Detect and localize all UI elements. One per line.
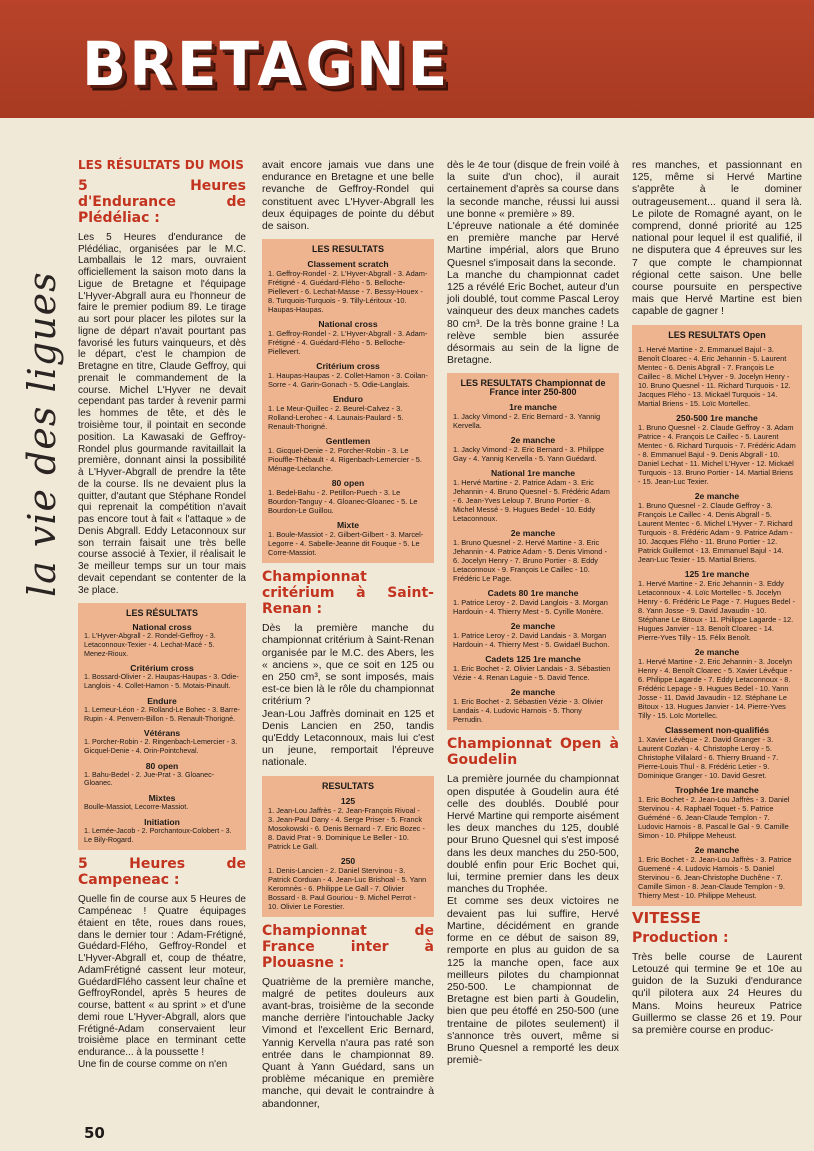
results-text: 1. Hervé Martine - 2. Emmanuel Bajul - 3. Benoît Cloarec - 4. Eric Jehannin - 5. Laurent Mentec - 6. Denis Abgrall - 7. François Le Caillec - 8. Michel L'Hyver - 9. Jocelyn Henry - 10. Bruno Quesnel - 11. Richard Turquois - 12. Jacques Flého - 13. Mickaël Turquois - 14. Martial Briens - 15. Loïc Mortellec. [638,344,791,408]
page-header [0,0,814,118]
results-subtitle: Classement scratch [307,259,389,270]
results-subtitle: 80 open [145,760,179,771]
article-heading: Production : [632,929,729,946]
results-text: 1. L'Hyver-Abgrall - 2. Rondel-Geffroy - 3. Letaconnoux-Texier - 4. Lechat-Macé - 5. Menez-Rioux. [84,632,216,658]
article-paragraph: Les 5 Heures d'endurance de Plédéliac, organisées par le M.C. Lamballais le 12 mars, ouvraient officiellement la saison moto dans la Ligue de Bretagne et l'équipage L'Hyver-Abgrall aura eu l'honneur de faire le premier podium 89. Le tirage au sort pour placer les pilotes sur la ligne de départ n'avait pourtant pas favorisé les futurs vainqueurs, et dès le départ, c'est le champion de Bretagne en titre, Claude Geffroy, qui prenait le commandement de la course. Michel L'Hyver ne devait cependant pas tarder à revenir parmi les hommes de tête, et dès le troisième tour, il pointait en seconde position. La Kawasaki de Geffroy-Rondel plus gourmande ravitaillait la première, donnant ainsi la possibilité à L'Hyver-Abgrall de prendre la tête de la course. Ils ne devaient plus la quitter, d'autant que Stéphane Rondel qui reprenait la compétition n'avait pas encore tout à fait « l'attaque » de Denis Abgrall. Eddy Letaconnoux sur son terrain faisait une très belle course associé à Texier, il réalisait le 3e meilleur temps sur un tour mais devait cependant se contenter de la 3e place. [78,231,246,596]
results-subtitle: National cross [318,319,378,330]
results-text: 1. Bruno Quesnel - 2. Claude Geffroy - 3. Adam Patrice - 4. François Le Caillec - 5. Laurent Mentec - 6. Richard Turquois - 7. Frédéric Adam - 8. Emmanuel Bajul - 9. Denis Abgrall - 10. Daniel Lechat - 11. Michel L'Hyver - 12. Mickaël Turquois - 13. Bruno Portier - 14. Martial Briens - 15. Jean-Luc Texier. [638,422,796,486]
results-subtitle: Mixte [337,520,359,531]
results-box [262,239,434,563]
article-paragraph: Jean-Lou Jaffrès dominait en 125 et Denis Lancien en 250, tandis qu'Eddy Letaconnoux, mais lui c'est un jeune, remportait l'épreuve nationale. [262,708,434,769]
article-paragraph: L'épreuve nationale a été dominée en première manche par Hervé Martine impérial, alors que Bruno Quesnel s'imposait dans la seconde. [447,221,619,269]
results-text: 1. Le Meur-Quillec - 2. Beurel-Calvez - 3. Rolland-Lerohec - 4. Launais-Paulard - 5. Renault-Thorigné. [268,404,404,432]
results-subtitle: 2e manche [694,844,740,855]
article-heading: 5 Heures d'Endurance de Plédéliac : [78,177,246,226]
article-paragraph: Quatrième de la première manche, malgré de petites douleurs aux avant-bras, troisième de la seconde manche derrière l'intouchable Jacky Vimond et l'excellent Eric Bernard, Yannig Kervella n'aura pas raté son entrée dans le championnat 89. Quant à Yann Guédard, sans un problème mécanique en première manche, qui devait le contraindre à abandonner, [262,976,434,1110]
column-3 [447,160,619,1067]
results-box [78,603,246,851]
results-text: 1. Bruno Quesnel - 2. Claude Geffroy - 3. François Le Caillec - 4. Denis Abgrall - 5. Laurent Mentec - 6. Michel L'Hyver - 7. Richard Turquois - 8. Frédéric Adam - 9. Patrice Adam - 10. Jacques Flého - 11. Bruno Portier - 12. Patrick Guillemot - 13. Emmanuel Bajul - 14. Jean-Luc Texier - 15. Martial Briens. [638,500,793,564]
results-box [632,325,802,906]
results-subtitle: Enduro [332,394,364,405]
results-subtitle: Critérium cross [316,361,380,372]
results-text: 1. Patrice Leroy - 2. David Langlois - 3. Morgan Hardouin - 4. Thierry Mest - 5. Cyrille Monère. [453,598,608,617]
results-text: 1. Jacky Vimond - 2. Eric Bernard - 3. Yannig Kervella. [453,412,601,431]
results-text: 1. Lemeur-Léon - 2. Rolland-Le Bohec - 3. Barre-Rupin - 4. Penvern-Billon - 5. Renault-Thorigné. [84,705,240,723]
column-1 [78,160,246,1071]
results-box-title: LES RESULTATS Championnat de France inter 250-800 [460,378,606,398]
results-text: 1. Gicquel-Denie - 2. Porcher-Robin - 3. Le Piouffle-Thébault - 4. Rigenbach-Lemercier - 5. Ménage-Leclanche. [268,446,422,474]
article-paragraph: La manche du championnat cadet 125 a révélé Eric Bochet, auteur d'un joli doublé, tout comme Pascal Leroy vainqueur des deux manches cadets 80 cm³. De la très bonne graine ! La relève semble bien assurée désormais au sein de la ligne de Bretagne. [447,269,619,367]
results-subtitle: 125 [340,795,356,806]
results-subtitle: 250 [340,855,356,866]
results-text: 1. Bruno Quesnel - 2. Hervé Martine - 3. Eric Jehannin - 4. Patrice Adam - 5. Denis Vimond - 6. Jocelyn Henry - 7. Bruno Portier - 8. Eddy Letaconnoux - 9. François Le Caillec - 10. Frédéric Le Page. [453,538,607,584]
results-subtitle: National 1re manche [490,468,576,479]
results-text: 1. Denis-Lancien - 2. Daniel Stervinou - 3. Patrick Corduan - 4. Jean-Luc Brishoal - 5. Yann Keromnès - 6. Philippe Le Gall - 7. Olivier Bossard - 8. Paul Gouriou - 9. Michel Perrot - 10. Olivier Le Forestier. [268,865,427,911]
results-subtitle: Cadets 80 1re manche [487,588,579,599]
article-paragraph: Et comme ses deux victoires ne devaient pas lui suffire, Hervé Martine, décidément en grande forme en ce début de saison 89, remporte en plus au guidon de sa 125 la manche open, face aux meilleurs pilotes du championnat 250-500. Le championnat de Bretagne est bien parti à Goudelin, bien que peu étoffé en 250-500 (une trentaine de pilotes seulement) il s'annonce très ouvert, même si Bruno Quesnel a remporté les deux premiè- [447,896,619,1067]
results-text: 1. Eric Bochet - 2. Jean-Lou Jaffrès - 3. Daniel Stervinou - 4. Raphaël Toquet - 5. Patrice Guéméné - 6. Jean-Claude Templon - 7. Ludovic Harnois - 8. Pascal le Gal - 9. Camille Simon - 10. Philippe Meheust. [638,794,790,840]
results-text: 1. Hervé Martine - 2. Patrice Adam - 3. Eric Jehannin - 4. Bruno Quesnel - 5. Frédéric Adam - 6. Jean-Yves Leloup 7. Bruno Portier - 8. Michel Messé - 9. Hugues Bedel - 10. Eddy Letaconnoux. [453,478,610,524]
column-2 [262,160,434,1111]
results-subtitle: Gentlemen [325,436,371,447]
results-box [447,373,619,730]
results-text: 1. Xavier Lévêque - 2. David Granger - 3. Laurent Cozlan - 4. Christophe Leroy - 5. Christophe Villalard - 6. Thierry Bruand - 7. Pierre-Louis Thul - 8. Frédéric Letier - 9. Dominique Granger - 10. David Gesret. [638,734,779,780]
column-4 [632,160,802,1037]
article-heading: Championnat de France inter à Plouasne : [262,922,434,971]
results-subtitle: 2e manche [510,687,556,698]
results-text: 1. Boule-Massiot - 2. Gilbert-Gilbert - 3. Marcel-Legorre - 4. Sabelle-Jeanne dit Fouque - 5. Le Corre-Massiot. [268,530,424,558]
results-subtitle: 2e manche [510,528,556,539]
results-text: 1. Geffroy-Rondel - 2. L'Hyver-Abgrall - 3. Adam-Frétigné - 4. Guédard-Flého - 5. Belloche-Piellevert. [268,329,428,357]
results-subtitle: 2e manche [510,621,556,632]
results-text: 1. Eric Bochet - 2. Sébastien Vézie - 3. Olivier Landais - 4. Ludovic Harnois - 5. Thony Perrudin. [453,697,603,725]
results-text: 1. Hervé Martine - 2. Eric Jehannin - 3. Eddy Letaconnoux - 4. Loïc Mortellec - 5. Jocelyn Henry - 6. Frédéric Le Page - 7. Hugues Bedel - 8. Yann Josse - 9. David Javaudin - 10. Stéphane Le Bitoux - 11. Philippe Lagarde - 12. Hugues Janvier - 13. Benoît Cloarec - 14. Pierre-Yves Tilly - 15. Félix Benoît. [638,578,795,642]
results-subtitle: 125 1re manche [684,568,750,579]
section-kicker: LES RÉSULTATS DU MOIS [78,158,244,172]
results-text: 1. Lemée-Jacob - 2. Porchantoux-Colobert - 3. Le Bily-Rogard. [84,826,232,844]
results-text: 1. Haupas-Haupas - 2. Collet-Hamon - 3. Coilan-Sorre - 4. Garin-Gonach - 5. Odie-Langlais. [268,371,428,390]
results-text: Boulle-Massiot, Lecorre-Massiot. [84,803,189,812]
article-paragraph: Dès la première manche du championnat critérium à Saint-Renan organisée par le M.C. des Abers, les « anciens », que ce soit en 125 ou en 250 cm³, se sont imposés, mais est-ce bien là le rôle du championnat critérium ? [262,623,434,708]
results-subtitle: Endure [147,695,177,706]
section-kicker: VITESSE [632,908,701,927]
page-title: BRETAGNE [82,28,451,100]
results-text: 1. Jean-Lou Jaffrès - 2. Jean-François Rivoal - 3. Jean-Paul Dany - 4. Serge Priser - 5. Franck Mosokowski - 6. Denis Bernard - 7. Eric Bozec - 8. David Prat - 9. Dominique Le Beller - 10. Patrick Le Gall. [268,805,425,851]
results-subtitle: Mixtes [148,793,176,804]
side-label-text: la vie des ligues [20,271,64,597]
results-subtitle: 2e manche [510,435,556,446]
results-subtitle: Initiation [144,816,180,827]
results-text: 1. Bossard-Olivier - 2. Haupas-Haupas - 3. Odie-Langlois - 4. Collet-Hamon - 5. Motais-Pinault. [84,673,239,691]
results-text: 1. Eric Bochet - 2. Jean-Lou Jaffrès - 3. Patrice Guemené - 4. Ludovic Harnois - 5. Daniel Stervinou - 6. Jean-Christophe Duchêne - 7. Camille Simon - 8. Jean-Claude Templon - 9. Thierry Mest - 10. Philippe Meheust. [638,854,792,900]
page-number: 50 [84,1124,105,1142]
results-subtitle: Trophée 1re manche [675,784,759,795]
results-subtitle: 2e manche [694,646,740,657]
article-paragraph: avait encore jamais vue dans une endurance en Bretagne et une belle revanche de Geffroy-Rondel qui constituent avec L'Hyver-Abgrall les deux équipages de pointe du début de saison. [262,160,434,233]
results-text: 1. Patrice Leroy - 2. David Landais - 3. Morgan Hardouin - 4. Thierry Mest - 5. Gwidaël Buchon. [453,631,610,650]
article-paragraph: Très belle course de Laurent Letouzé qui termine 9e et 10e au guidon de la Suzuki d'endurance qu'il pilotera aux 24 Heures du Mans. Moins heureux Patrice Guillermo se classe 26 et 19. Pour sa première course en produc- [632,951,802,1037]
results-subtitle: Vétérans [143,728,181,739]
article-paragraph: dès le 4e tour (disque de frein voilé à la suite d'un choc), il aurait certainement d'après sa course dans la seconde manche, réussi lui aussi une bonne « première » 89. [447,160,619,220]
results-box-title: RESULTATS [322,780,374,791]
results-text: 1. Bahu-Bedel - 2. Jue-Prat - 3. Gloanec-Gloanec. [84,770,215,788]
results-subtitle: 250-500 1re manche [676,412,758,423]
results-box-title: LES RESULTATS [312,244,384,255]
results-text: 1. Jacky Vimond - 2. Eric Bernard - 3. Philippe Gay - 4. Yannig Kervella - 5. Yann Guédard. [453,445,605,464]
results-box-title: LES RESULTATS Open [668,329,766,340]
results-subtitle: National cross [132,622,192,633]
results-text: 1. Eric Bochet - 2. Olivier Landais - 3. Sébastien Vézie - 4. Renan Laguie - 5. David Tence. [453,664,611,683]
results-subtitle: Cadets 125 1re manche [485,654,581,665]
section-label [12,180,72,610]
article-paragraph: La première journée du championnat open disputée à Goudelin aura été celle des doublés. Doublé pour Hervé Martine qui remporte aisément les deux manches du 125, doublé pour Bruno Quesnel qui s'est imposé dans les deux manches du 250-500, doublé enfin pour Eric Bochet qui, lui, termine premier dans les deux manches du Trophée. [447,774,619,896]
article-heading: 5 Heures de Campeneac : [78,856,246,889]
results-subtitle: 2e manche [694,490,740,501]
results-subtitle: 80 open [331,478,365,489]
results-text: 1. Porcher-Robin - 2. Ringenbach-Lemercier - 3. Gicquel-Denie - 4. Orin-Pointcheval. [84,738,238,755]
article-heading: Championnat critérium à Saint-Renan : [262,569,434,618]
results-subtitle: Critérium cross [130,663,194,674]
results-text: 1. Geffroy-Rondel - 2. L'Hyver-Abgrall - 3. Adam-Frétigné - 4. Guédard-Flého - 5. Belloche-Piellevert - 6. Lechat-Masse - 7. Bessy-Houex - 8. Turquois-Turquois - 9. Tilly-Léritoux -10. Haupas-Haupas. [268,269,428,315]
article-paragraph: Quelle fin de course aux 5 Heures de Campéneac ! Quatre équipages étaient en tête, roues dans roues, dans le dernier tour : Adam-Frétigné, Guédard-Flého, Geffroy-Rondel et L'Hyver-Abgrall et, coup de théatre, AdamFrétigné cassent leur moteur, GuédardFlého cassent leur chaîne et GeffroyRondel, après 5 heures de course, battent « au sprint » et d'une demi roue L'Hyver-Abgrall, alors que Frétigné-Adam conservaient leur troisième place en terminant cette endurance... à la poussette ! [78,894,246,1059]
results-subtitle: Classement non-qualifiés [664,724,770,735]
article-paragraph: Une fin de course comme on n'en [78,1059,228,1070]
article-heading: Championnat Open à Goudelin [447,736,619,769]
results-text: 1. Hervé Martine - 2. Eric Jehannin - 3. Jocelyn Henry - 4. Benoît Cloarec - 5. Xavier Lévêque - 6. Philippe Lagarde - 7. Eddy Letaconnoux - 8. Frédéric Lepage - 9. Hugues Bedel - 10. Yann Josse - 11. David Javaudin - 12. Stéphane Le Bitoux - 13. Hugues Janvier - 14. Pierre-Yves Tilly - 15. Loïc Mortellec. [638,656,793,720]
results-box [262,776,434,917]
results-subtitle: 1re manche [509,402,557,413]
results-text: 1. Bedel-Bahu - 2. Petillon-Puech - 3. Le Bourdon-Tanguy - 4. Gloanec-Gloanec - 5. Le Bourdon-Le Guillou. [268,488,418,516]
results-box-title: LES RÉSULTATS [126,607,198,618]
article-paragraph: res manches, et passionnant en 125, même si Hervé Martine s'apprête à le dominer outrageusement... quand il sera là. Le pilote de Romagné ayant, on le comprend, donné priorité au 125 national pour lequel il est qualifié, il ne disputera que 4 épreuves sur les 7 que compte le championnat régional cette saison. Une belle course poursuite en perspective mais que Hervé Martine est bien capable de gagner ! [632,160,802,318]
